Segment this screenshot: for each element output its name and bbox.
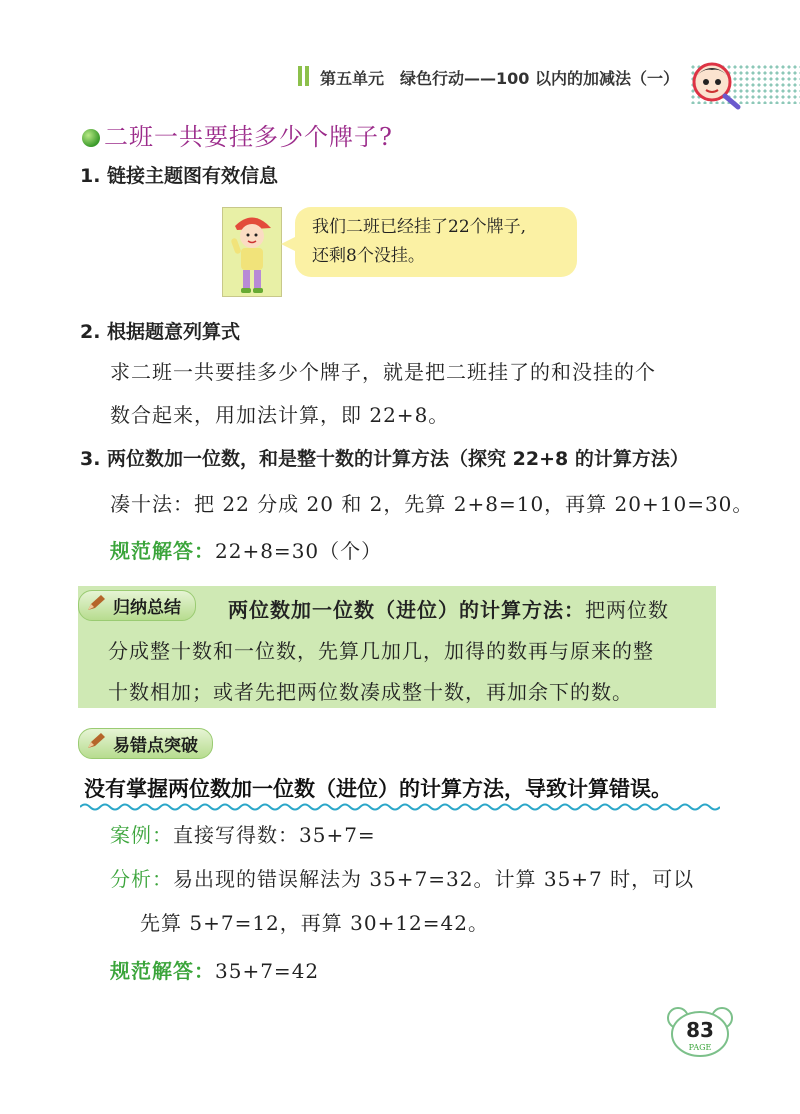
summary-line1: 两位数加一位数（进位）的计算方法：把两位数 [228, 598, 669, 622]
pitfall-tag: 易错点突破 [78, 728, 213, 759]
section2-line2: 数合起来，用加法计算，即 22+8。 [110, 403, 450, 427]
section3-title: 3. 两位数加一位数，和是整十数的计算方法（探究 22+8 的计算方法） [80, 448, 689, 470]
question-title: 二班一共要挂多少个牌子? [82, 117, 393, 152]
summary-tag: 归纳总结 [78, 590, 196, 621]
speech-text: 我们二班已经挂了22个牌子, 还剩8个没挂。 [312, 217, 527, 266]
pitfall-analysis1: 分析：易出现的错误解法为 35+7=32。计算 35+7 时，可以 [110, 867, 695, 891]
boy-illustration [222, 207, 282, 297]
pencil-icon [85, 731, 107, 751]
section1-title: 1. 链接主题图有效信息 [80, 165, 279, 187]
running-header [320, 66, 679, 89]
boy-character-icon [223, 208, 281, 296]
pitfall-case: 案例：直接写得数：35+7= [110, 823, 376, 847]
unit-title: 绿色行动——100 以内的加减法（一） [400, 69, 679, 88]
section3-answer: 规范解答：22+8=30（个） [110, 539, 383, 563]
page-number: 83 [686, 1018, 714, 1042]
section3-method: 凑十法：把 22 分成 20 和 2，先算 2+8=10，再算 20+10=30。 [110, 492, 754, 516]
section2-title: 2. 根据题意列算式 [80, 321, 241, 343]
section2-line1: 求二班一共要挂多少个牌子，就是把二班挂了的和没挂的个 [110, 360, 656, 384]
summary-line3: 十数相加；或者先把两位数凑成整十数，再加余下的数。 [108, 680, 633, 704]
pitfall-analysis2: 先算 5+7=12，再算 30+12=42。 [140, 911, 489, 935]
header-decoration [298, 66, 312, 90]
wavy-underline [80, 802, 720, 812]
page-number-badge [664, 1004, 736, 1058]
magnifier-mascot-icon [688, 60, 744, 110]
unit-label: 第五单元 [320, 69, 385, 88]
pitfall-answer: 规范解答：35+7=42 [110, 959, 320, 983]
summary-line2: 分成整十数和一位数，先算几加几，加得的数再与原来的整 [108, 639, 654, 663]
pitfall-heading: 没有掌握两位数加一位数（进位）的计算方法，导致计算错误。 [84, 777, 672, 801]
green-ball-icon [82, 129, 100, 147]
page-label: PAGE [688, 1043, 712, 1052]
pencil-icon [85, 593, 107, 613]
